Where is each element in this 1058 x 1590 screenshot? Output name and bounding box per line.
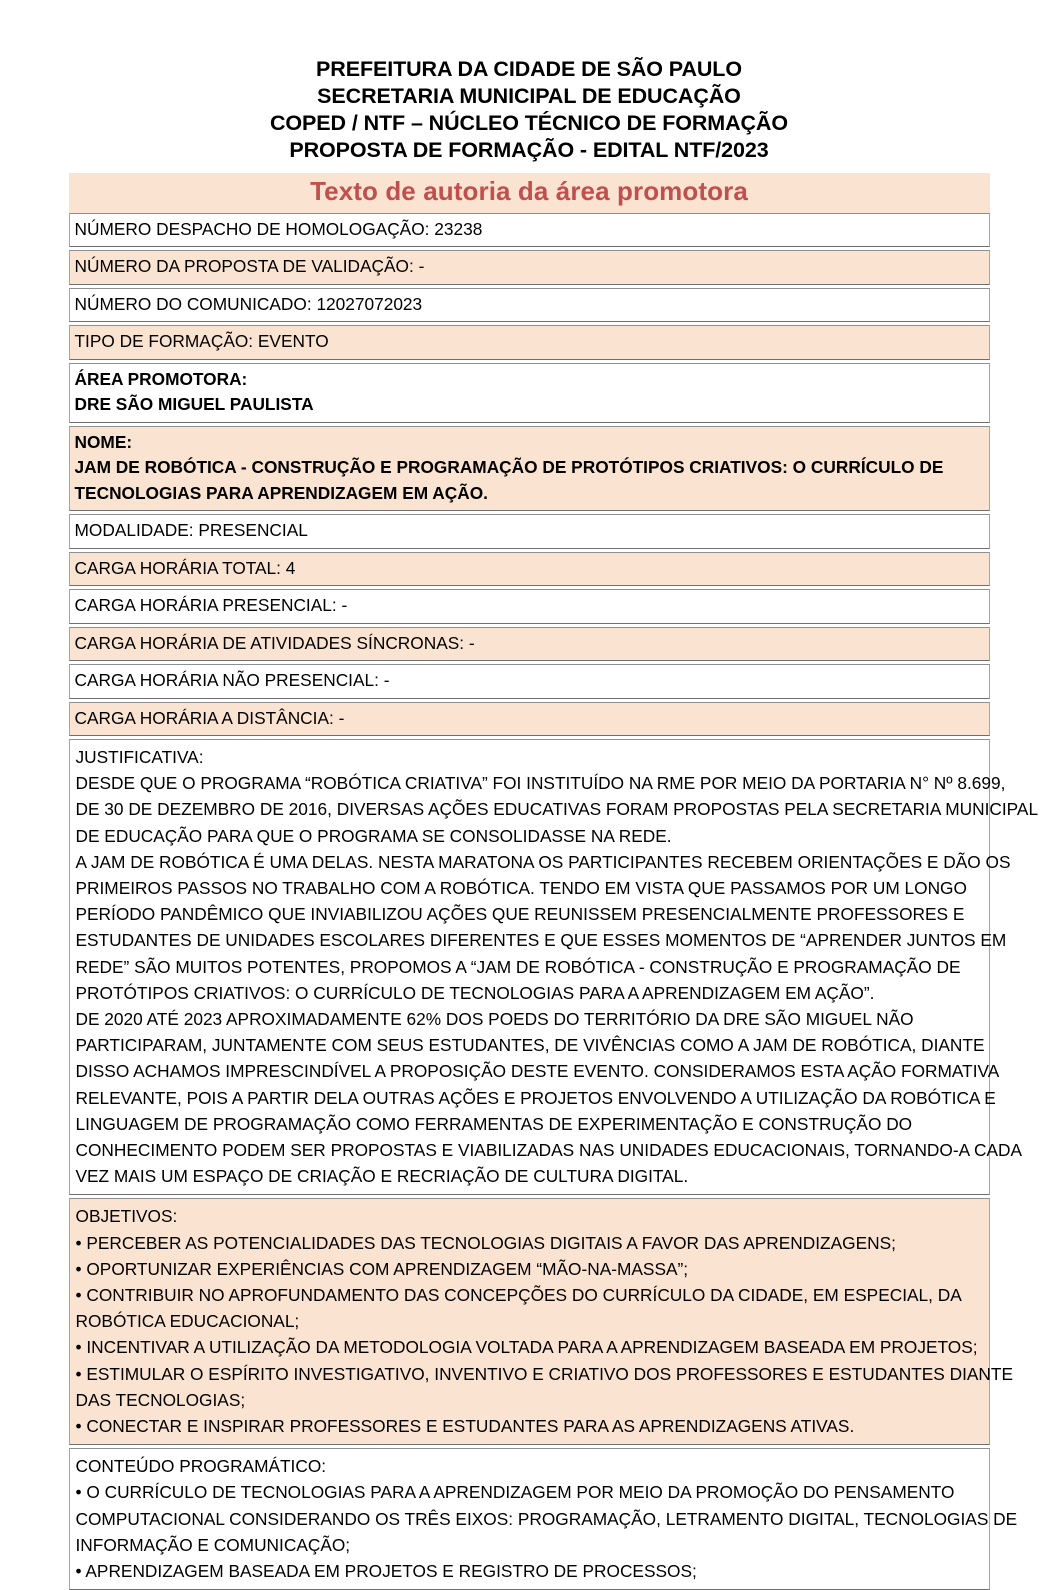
carga-horaria-presencial-text: CARGA HORÁRIA PRESENCIAL: - xyxy=(74,595,348,615)
carga-horaria-nao-presencial-text: CARGA HORÁRIA NÃO PRESENCIAL: - xyxy=(74,670,390,690)
row-carga-horaria-total xyxy=(69,552,990,587)
row-objetivos xyxy=(69,1198,1013,1445)
row-numero-comunicado xyxy=(69,288,990,323)
justificativa-label: JUSTIFICATIVA: xyxy=(75,747,204,767)
objetivos-line: • PERCEBER AS POTENCIALIDADES DAS TECNOLOGIAS DIGITAIS A FAVOR DAS APRENDIZAGENS; xyxy=(75,1232,896,1253)
justificativa-line: LINGUAGEM DE PROGRAMAÇÃO COMO FERRAMENTAS DE EXPERIMENTAÇÃO E CONSTRUÇÃO DO xyxy=(75,1113,913,1134)
header-line-2: SECRETARIA MUNICIPAL DE EDUCAÇÃO xyxy=(317,84,741,108)
conteudo-programatico-line: INFORMAÇÃO E COMUNICAÇÃO; xyxy=(75,1534,351,1555)
carga-horaria-total-text: CARGA HORÁRIA TOTAL: 4 xyxy=(74,557,296,578)
row-conteudo-programatico xyxy=(69,1448,1018,1590)
justificativa-line: ESTUDANTES DE UNIDADES ESCOLARES DIFERENTES E QUE ESSES MOMENTOS DE “APRENDER JUNTOS EM xyxy=(75,930,1007,951)
banner-title-row xyxy=(69,173,990,213)
row-nome xyxy=(69,426,990,512)
row-justificativa xyxy=(69,739,1039,1195)
area-promotora-label: ÁREA PROMOTORA: xyxy=(74,368,248,389)
justificativa-line: DESDE QUE O PROGRAMA “ROBÓTICA CRIATIVA” FOI INSTITUÍDO NA RME POR MEIO DA PORTARIA N° Nº 8.699, xyxy=(75,773,1006,794)
justificativa-line: PROTÓTIPOS CRIATIVOS: O CURRÍCULO DE TECNOLOGIAS PARA A APRENDIZAGEM EM AÇÃO”. xyxy=(75,982,875,1003)
justificativa-line: VEZ MAIS UM ESPAÇO DE CRIAÇÃO E RECRIAÇÃO DE CULTURA DIGITAL. xyxy=(75,1166,689,1187)
header-line-1: PREFEITURA DA CIDADE DE SÃO PAULO xyxy=(316,57,742,81)
numero-comunicado-text: NÚMERO DO COMUNICADO: 12027072023 xyxy=(74,293,423,314)
justificativa-line: REDE” SÃO MUITOS POTENTES, PROPOMOS A “JAM DE ROBÓTICA - CONSTRUÇÃO E PROGRAMAÇÃO DE xyxy=(75,956,961,977)
justificativa-line: PRIMEIROS PASSOS NO TRABALHO COM A ROBÓTICA. TENDO EM VISTA QUE PASSAMOS POR UM LONGO xyxy=(75,878,967,899)
row-carga-horaria-nao-presencial xyxy=(69,664,990,699)
modalidade-text: MODALIDADE: PRESENCIAL xyxy=(74,520,308,540)
row-tipo-formacao xyxy=(69,325,990,360)
objetivos-label: OBJETIVOS: xyxy=(75,1206,178,1227)
row-carga-horaria-sincronas xyxy=(69,627,990,662)
conteudo-programatico-line: • O CURRÍCULO DE TECNOLOGIAS PARA A APRENDIZAGEM POR MEIO DA PROMOÇÃO DO PENSAMENTO xyxy=(75,1482,955,1503)
justificativa-line: CONHECIMENTO PODEM SER PROPOSTAS E VIABILIZADAS NAS UNIDADES EDUCACIONAIS, TORNANDO-A CADA xyxy=(75,1140,1022,1161)
row-numero-proposta-validacao xyxy=(69,250,990,285)
tipo-formacao-text: TIPO DE FORMAÇÃO: EVENTO xyxy=(74,331,329,351)
justificativa-line: DE 2020 ATÉ 2023 APROXIMADAMENTE 62% DOS POEDS DO TERRITÓRIO DA DRE SÃO MIGUEL NÃO xyxy=(75,1009,914,1030)
justificativa-line: DE EDUCAÇÃO PARA QUE O PROGRAMA SE CONSOLIDASSE NA REDE. xyxy=(75,825,672,846)
objetivos-line: DAS TECNOLOGIAS; xyxy=(75,1389,246,1410)
objetivos-line: • CONTRIBUIR NO APROFUNDAMENTO DAS CONCEPÇÕES DO CURRÍCULO DA CIDADE, EM ESPECIAL, DA xyxy=(75,1285,962,1306)
justificativa-line: PARTICIPARAM, JUNTAMENTE COM SEUS ESTUDANTES, DE VIVÊNCIAS COMO A JAM DE ROBÓTICA, DIANTE xyxy=(75,1035,985,1056)
objetivos-line: ROBÓTICA EDUCACIONAL; xyxy=(75,1311,300,1332)
objetivos-line: • OPORTUNIZAR EXPERIÊNCIAS COM APRENDIZAGEM “MÃO-NA-MASSA”; xyxy=(75,1258,689,1279)
document-header xyxy=(0,0,1058,164)
row-area-promotora xyxy=(69,363,990,423)
justificativa-line: DE 30 DE DEZEMBRO DE 2016, DIVERSAS AÇÕES EDUCATIVAS FORAM PROPOSTAS PELA SECRETARIA MUNICIPAL xyxy=(75,799,1039,820)
conteudo-programatico-line: • APRENDIZAGEM BASEADA EM PROJETOS E REGISTRO DE PROCESSOS; xyxy=(75,1561,697,1582)
objetivos-line: • ESTIMULAR O ESPÍRITO INVESTIGATIVO, INVENTIVO E CRIATIVO DOS PROFESSORES E ESTUDANTES DIANTE xyxy=(75,1363,1013,1384)
nome-value-line-1: JAM DE ROBÓTICA - CONSTRUÇÃO E PROGRAMAÇÃO DE PROTÓTIPOS CRIATIVOS: O CURRÍCULO DE xyxy=(74,457,944,477)
row-numero-despacho xyxy=(69,213,990,248)
numero-proposta-validacao-text: NÚMERO DA PROPOSTA DE VALIDAÇÃO: - xyxy=(74,256,425,276)
banner-title: Texto de autoria da área promotora xyxy=(310,176,748,206)
carga-horaria-distancia-text: CARGA HORÁRIA A DISTÂNCIA: - xyxy=(74,707,345,728)
header-line-3: COPED / NTF – NÚCLEO TÉCNICO DE FORMAÇÃO xyxy=(270,111,788,135)
row-carga-horaria-distancia xyxy=(69,702,990,737)
nome-label: NOME: xyxy=(74,431,133,452)
proposal-form-table xyxy=(69,173,1039,1590)
justificativa-line: A JAM DE ROBÓTICA É UMA DELAS. NESTA MARATONA OS PARTICIPANTES RECEBEM ORIENTAÇÕES E DÃO OS xyxy=(75,851,1011,872)
conteudo-programatico-line: COMPUTACIONAL CONSIDERANDO OS TRÊS EIXOS: PROGRAMAÇÃO, LETRAMENTO DIGITAL, TECNOLOGIAS DE xyxy=(75,1508,1018,1529)
area-promotora-value: DRE SÃO MIGUEL PAULISTA xyxy=(74,394,314,414)
justificativa-line: DISSO ACHAMOS IMPRESCINDÍVEL A PROPOSIÇÃO DESTE EVENTO. CONSIDERAMOS ESTA AÇÃO FORMATIVA xyxy=(75,1061,1000,1082)
justificativa-line: RELEVANTE, POIS A PARTIR DELA OUTRAS AÇÕES E PROJETOS ENVOLVENDO A UTILIZAÇÃO DA ROBÓTICA E xyxy=(75,1087,996,1108)
numero-despacho-text: NÚMERO DESPACHO DE HOMOLOGAÇÃO: 23238 xyxy=(74,218,483,239)
row-modalidade xyxy=(69,514,990,549)
objetivos-line: • INCENTIVAR A UTILIZAÇÃO DA METODOLOGIA VOLTADA PARA A APRENDIZAGEM BASEADA EM PROJETOS; xyxy=(75,1337,978,1358)
nome-value-line-2: TECNOLOGIAS PARA APRENDIZAGEM EM AÇÃO. xyxy=(74,482,488,503)
justificativa-line: PERÍODO PANDÊMICO QUE INVIABILIZOU AÇÕES QUE REUNISSEM PRESENCIALMENTE PROFESSORES E xyxy=(75,904,965,925)
conteudo-programatico-label: CONTEÚDO PROGRAMÁTICO: xyxy=(75,1456,327,1477)
carga-horaria-sincronas-text: CARGA HORÁRIA DE ATIVIDADES SÍNCRONAS: - xyxy=(74,632,475,653)
row-carga-horaria-presencial xyxy=(69,589,990,624)
objetivos-line: • CONECTAR E INSPIRAR PROFESSORES E ESTUDANTES PARA AS APRENDIZAGENS ATIVAS. xyxy=(75,1416,855,1437)
header-line-4: PROPOSTA DE FORMAÇÃO - EDITAL NTF/2023 xyxy=(289,138,769,162)
